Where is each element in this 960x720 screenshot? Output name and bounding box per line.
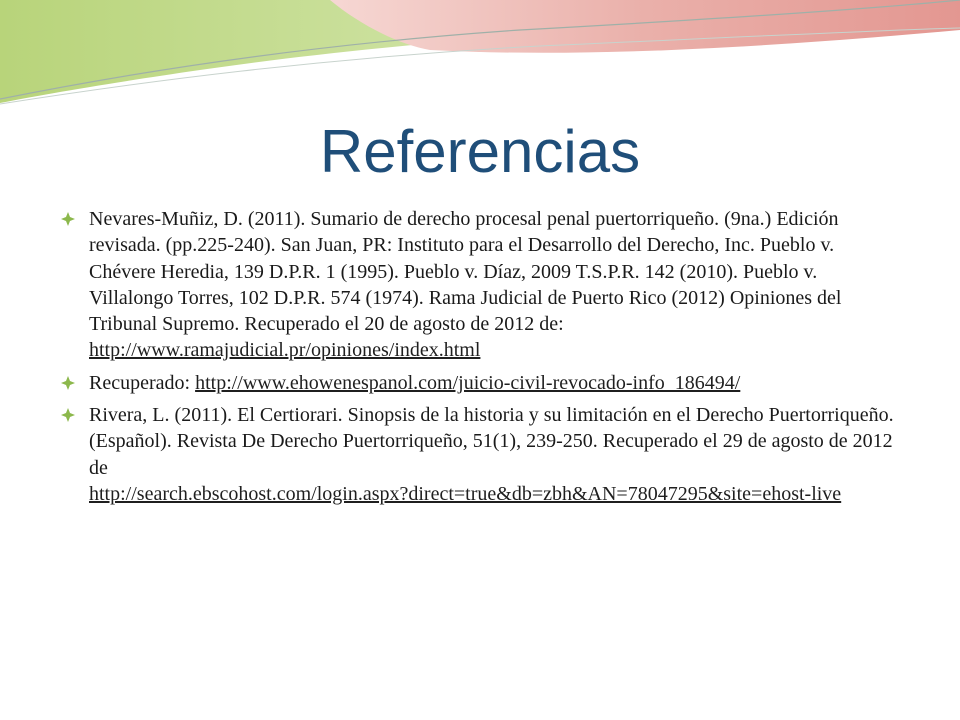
- reference-text: Rivera, L. (2011). El Certiorari. Sinopsis de la historia y su limitación en el Derecho Puertorriqueño. (Español). Revista De Derecho Puertorriqueño, 51(1), 239-250. Recuperado el 29 de agosto de 2012 de: [89, 404, 894, 479]
- reference-item: [60, 370, 905, 396]
- reference-item: [60, 402, 905, 507]
- diamond-bullet-icon: [60, 407, 76, 423]
- slide-title: Referencias: [319, 118, 641, 185]
- reference-text: Nevares-Muñiz, D. (2011). Sumario de derecho procesal penal puertorriqueño. (9na.) Edición revisada. (pp.225-240). San Juan, PR: Instituto para el Desarrollo del Derecho, Inc. Pueblo v. Chévere Heredia, 139 D.P.R. 1 (1995). Pueblo v. Díaz, 2009 T.S.P.R. 142 (2010). Pueblo v. Villalongo Torres, 102 D.P.R. 574 (1974). Rama Judicial de Puerto Rico (2012) Opiniones del Tribunal Supremo. Recuperado el 20 de agosto de 2012 de:: [89, 208, 842, 336]
- reference-text: Recuperado:: [89, 371, 196, 394]
- reference-link[interactable]: http://www.ramajudicial.pr/opiniones/index.html: [89, 339, 481, 362]
- diamond-bullet-icon: [60, 211, 76, 227]
- reference-list: [60, 206, 905, 513]
- reference-link[interactable]: http://search.ebscohost.com/login.aspx?direct=true&db=zbh&AN=78047295&site=ehost-live: [89, 482, 842, 505]
- reference-link[interactable]: http://www.ehowenespanol.com/juicio-civil-revocado-info_186494/: [195, 371, 741, 394]
- diamond-bullet-icon: [60, 375, 76, 391]
- reference-item: [60, 206, 905, 364]
